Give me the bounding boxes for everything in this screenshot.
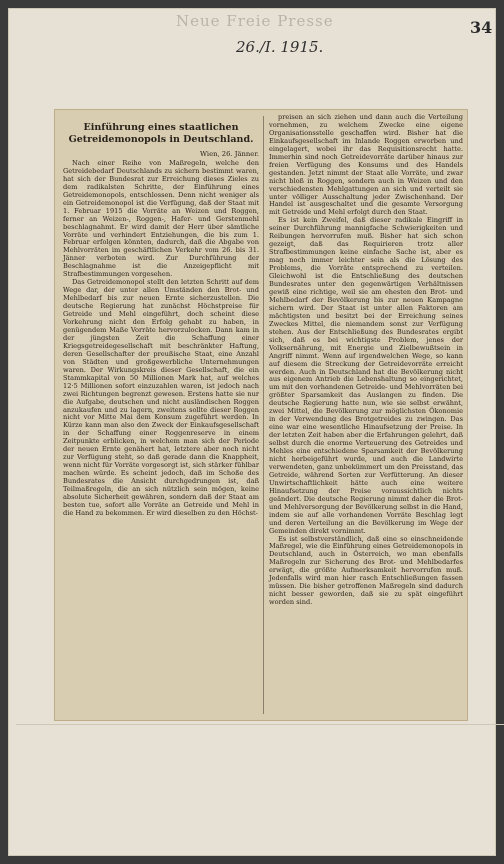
article-dateline: Wien, 26. Jänner. (200, 150, 259, 158)
left-column (63, 118, 259, 518)
archive-sheet (8, 8, 496, 856)
sheet-divider (16, 724, 504, 725)
paragraph: Nach einer Reihe von Maßregeln, welche den Getreidebedarf Deutschlands zu sichern bestimmt waren, hat sich der Bundesrat zur Erreichung dieses Zieles zu dem radikalsten Schritte, der Einführung eines Getreidemonopols, entschlossen. Denn nicht weniger als ein Getreidemonopol ist die Verfügung, daß der Staat mit 1. Februar 1915 die Vorräte an Weizen und Roggen, ferner an Weizen-, Roggen-, Hafer- und Gerstenmehl beschlagnahmt. Er wird damit der Herr über sämtliche Vorräte und verhindert Entziehungen, die bis zum 1. Februar erfolgen könnten, dadurch, daß die Abgabe von Mehlvorräten im geschäftlichen Verkehr vom 26. bis 31. Jänner verboten wird. Zur Durchführung der Beschlagnahme ist die Anzeigepflicht mit Strafbestimmungen vorgesehen. (63, 158, 259, 279)
paragraph: Das Getreidemonopol stellt den letzten Schritt auf dem Wege dar, der unter allen Umständen den Brot- und Mehlbedarf bis zur neuen Ernte sicherzustellen. Die deutsche Regierung hat zunächst Höchstpreise für Getreide und Mehl eingeführt, doch scheint diese Vorkehrung nicht den Erfolg gehabt zu haben, in genügendem Maße Vorräte hervorzulocken. Dann kam in der jüngsten Zeit die Schaffung einer Kriegsgetreidegesellschaft mit beschränkter Haftung, deren Gesellschafter der preußische Staat, eine Anzahl von Städten und großgewerbliche Unternehmungen waren. Der Wirkungskreis dieser Gesellschaft, die ein Stammkapital von 50 Millionen Mark hat, auf welches 12·5 Millionen sofort einzuzahlen waren, ist jedoch nach zwei Richtungen begrenzt gewesen. Erstens hatte sie nur die Aufgabe, deutschen und nicht ausländischen Roggen anzukaufen und zu lagern, zweitens sollte dieser Roggen nicht vor Mitte Mai dem Konsum zugeführt werden. In Kürze kann man also den Zweck der Einkaufsgesellschaft in der Schaffung einer Roggenreserve in einem Zeitpunkte erblicken, in welchem man sich der Periode der neuen Ernte genähert hat, letztere aber noch nicht zur Verfügung steht, so daß gerade dann die Knappheit, wenn nicht für Vorräte vorgesorgt ist, sich stärker fühlbar machen würde. Es scheint jedoch, daß im Schoße des Bundesrates die Ansicht durchgedrungen ist, daß Teilmaßregeln, die an sich nützlich sein mögen, keine absolute Sicherheit gewähren, sondern daß der Staat am besten tue, sofort alle Vorräte an Getreide und Mehl in die Hand zu bekommen. Er wird dieselben zu den Höchst- (63, 278, 259, 517)
article-headline: Einführung eines staatlichen Getreidemonopols in Deutschland. (68, 122, 254, 145)
paragraph: preisen an sich ziehen und dann auch die Verteilung vornehmen, zu welchem Zwecke eine eigene Organisationsstelle geschaffen wird. Bisher hat die Einkaufsgesellschaft im Inlande Roggen erworben und eingelagert, wobei ihr das Requisitionsrecht hatte. Immerhin sind noch Getreidevorräte darüber hinaus zur freien Verfügung des Konsums und des Handels gestanden. Jetzt nimmt der Staat alle Vorräte, und zwar nicht bloß in Roggen, sondern auch in Weizen und den verschiedensten Mehlgattungen an sich und verteilt sie unter völliger Ausschaltung jeder Zwischenhand. Der Handel ist ausgeschaltet und die gesamte Versorgung mit Getreide und Mehl erfolgt durch den Staat. (269, 113, 463, 217)
column-divider (263, 116, 264, 714)
paragraph: Es ist selbstverständlich, daß eine so einschneidende Maßregel, wie die Einführung eines Getreidemonopols in Deutschland, auch in Österreich, wo man ebenfalls Maßregeln zur Sicherung des Brot- und Mehlbedarfes erwägt, die größte Aufmerksamkeit hervorrufen muß. Jedenfalls wird man hier rasch Entschließungen fassen müssen. Die bisher getroffenen Maßregeln sind dadurch nicht besser geworden, daß sie zu spät eingeführt worden sind. (269, 534, 463, 607)
paragraph: Es ist kein Zweifel, daß dieser radikale Eingriff in seiner Durchführung mannigfache Schwierigkeiten und Reibungen hervorrufen muß. Bisher hat sich schon gezeigt, daß das Requirieren trotz aller Strafbestimmungen keine einfache Sache ist, aber es mag noch immer leichter sein als die Lösung des Problems, die Vorräte entsprechend zu verteilen. Gleichwohl ist die Entschließung des deutschen Bundesrates unter den gegenwärtigen Verhältnissen gewiß eine richtige, weil sie am ehesten den Brot- und Mehlbedarf der Bevölkerung bis zur neuen Kampagne sichern wird. Der Staat ist unter allen Faktoren am mächtigsten und besitzt bei der Erreichung seines Zweckes Mittel, die niemandem sonst zur Verfügung stehen. Aus der Entschließung des Bundesrates ergibt sich, daß es bei wichtigste Problem, jenes der Volksernährung, mit Energie und Zielbewußtsein in Angriff nimmt. Wenn auf irgendwelchen Wege, so kann auf diesem die Streckung der Getreidevorräte erreicht werden. Auch in Deutschland hat die Bevölkerung nicht aus eigenem Antrieb die Lebenshaltung so eingerichtet, um mit den vorhandenen Getreide- und Mehlvorräten bei größter Sparsamkeit das Auslangen zu finden. Die deutsche Regierung hatte nun, wie sie selbst erwähnt, zwei Mittel, die Bevölkerung zur möglichsten Ökonomie in der Verwendung des Brotgetreides zu zwingen. Das eine war eine wesentliche Hinaufsetzung der Preise. In der letzten Zeit haben aber die Erfahrungen gelehrt, daß selbst durch die enorme Verteuerung des Getreides und Mehles eine entschiedene Sparsamkeit der Bevölkerung nicht herbeigeführt wurde, und auch die Landwirte verwendeten, ganz unbekümmert um den Preisstand, das Getreide, während Sorten zur Verfütterung. An dieser Unwirtschaftlichkeit hätte auch eine weitere Hinaufsetzung der Preise voraussichtlich nichts geändert. Die deutsche Regierung nimmt daher die Brot- und Mehlversorgung der Bevölkerung selbst in die Hand, indem sie auf alle vorhandenen Vorräte Beschlag legt und deren Verteilung an die Bevölkerung im Wege der Gemeinden direkt vornimmt. (269, 216, 463, 535)
right-column (269, 114, 463, 607)
newspaper-masthead: Neue Freie Presse (176, 12, 334, 30)
newspaper-clipping (55, 110, 467, 720)
page-number: 34 (470, 18, 493, 37)
handwritten-date: 26./I. 1915. (236, 38, 324, 56)
